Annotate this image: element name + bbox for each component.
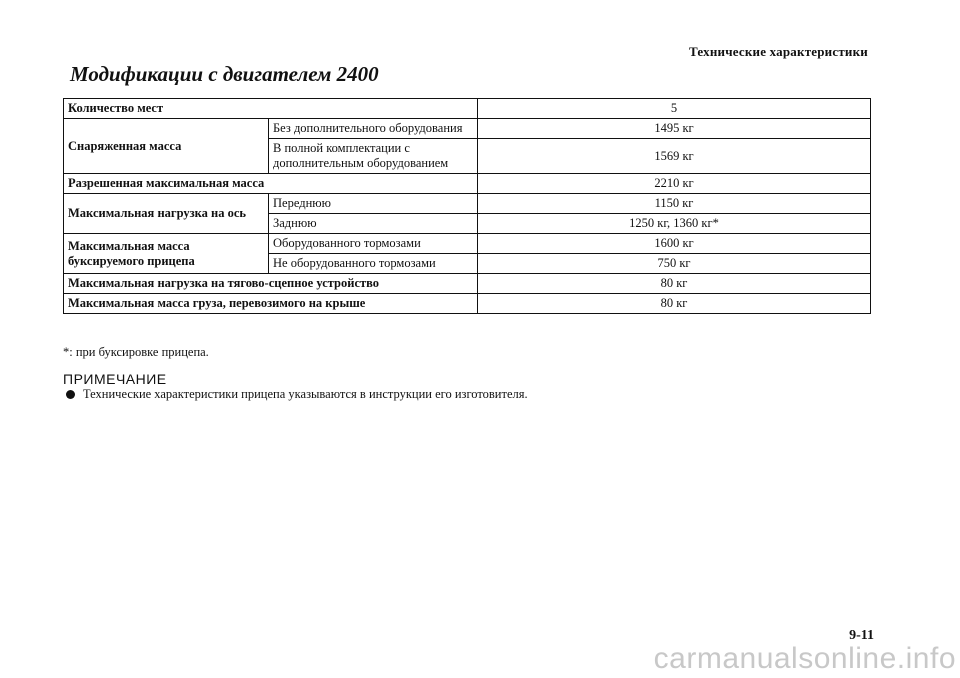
row-value: 1495 кг xyxy=(478,119,871,139)
table-row xyxy=(64,174,871,194)
row-value: 750 кг xyxy=(478,254,871,274)
table-row xyxy=(64,99,871,119)
spec-table xyxy=(63,98,871,314)
row-value: 5 xyxy=(478,99,871,119)
note-title: ПРИМЕЧАНИЕ xyxy=(63,371,167,387)
section-title: Модификации с двигателем 2400 xyxy=(70,62,379,86)
note-text: Технические характеристики прицепа указываются в инструкции его изготовителя. xyxy=(83,387,528,401)
row-value: 80 кг xyxy=(478,274,871,294)
row-value: 1150 кг xyxy=(478,194,871,214)
table-row xyxy=(64,119,871,139)
running-header: Технические характеристики xyxy=(689,44,868,59)
row-sublabel: Без дополнительного оборудования xyxy=(269,119,478,139)
page-number: 9-11 xyxy=(849,628,874,643)
row-sublabel: Переднюю xyxy=(269,194,478,214)
footnote: *: при буксировке прицепа. xyxy=(63,345,209,359)
note-item xyxy=(66,387,528,402)
row-value: 2210 кг xyxy=(478,174,871,194)
row-label: Максимальная масса груза, перевозимого на крыше xyxy=(64,294,478,314)
row-label: Максимальная нагрузка на тягово-сцепное устройство xyxy=(64,274,478,294)
row-label: Максимальная масса буксируемого прицепа xyxy=(64,234,269,274)
table-row xyxy=(64,274,871,294)
row-sublabel: Заднюю xyxy=(269,214,478,234)
table-row xyxy=(64,294,871,314)
row-sublabel: В полной комплектации с дополнительным оборудованием xyxy=(269,139,478,174)
table-row xyxy=(64,234,871,254)
row-label: Максимальная нагрузка на ось xyxy=(64,194,269,234)
row-label: Разрешенная максимальная масса xyxy=(64,174,478,194)
row-sublabel: Не оборудованного тормозами xyxy=(269,254,478,274)
row-value: 80 кг xyxy=(478,294,871,314)
row-label: Количество мест xyxy=(64,99,478,119)
row-value: 1569 кг xyxy=(478,139,871,174)
row-label: Снаряженная масса xyxy=(64,119,269,174)
row-value: 1250 кг, 1360 кг* xyxy=(478,214,871,234)
row-value: 1600 кг xyxy=(478,234,871,254)
bullet-icon xyxy=(66,390,75,399)
row-sublabel: Оборудованного тормозами xyxy=(269,234,478,254)
watermark: carmanualsonline.info xyxy=(653,642,956,675)
table-row xyxy=(64,194,871,214)
